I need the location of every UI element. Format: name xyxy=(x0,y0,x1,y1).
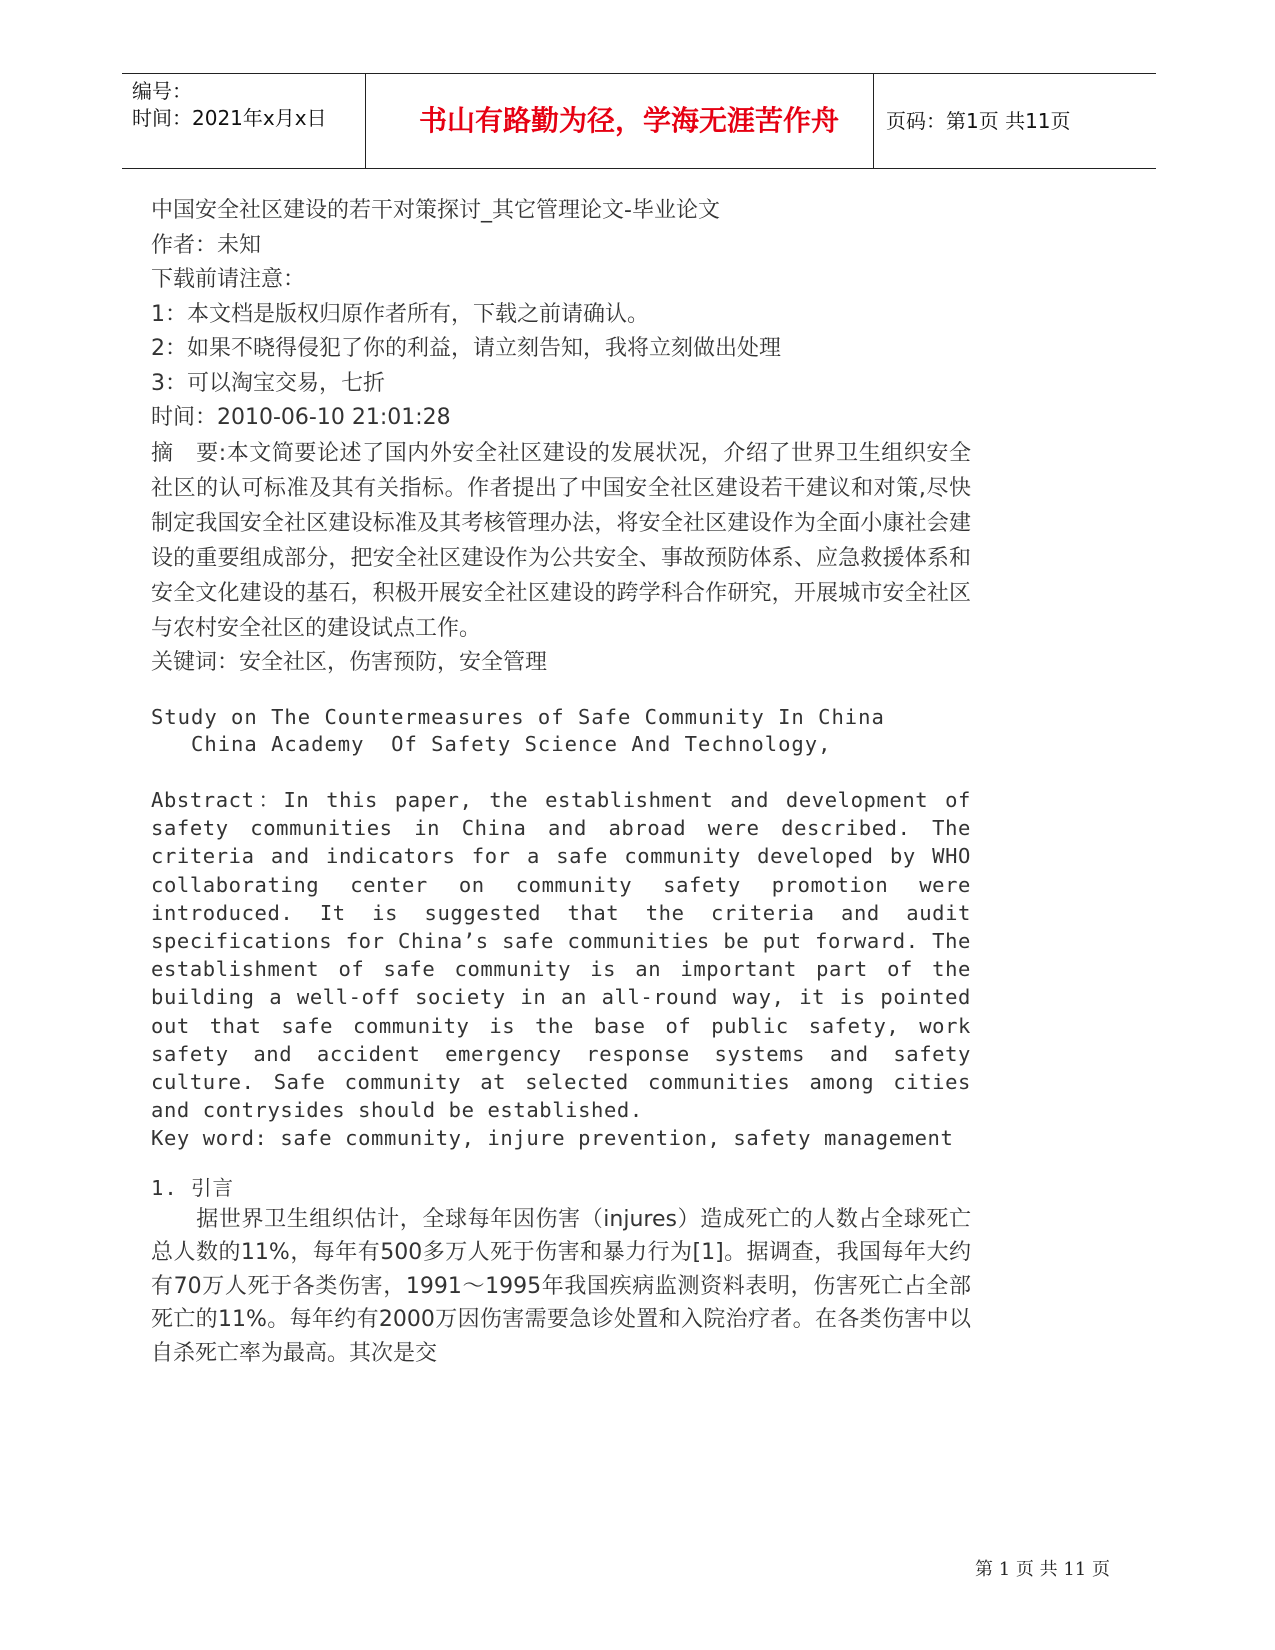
header-divider xyxy=(873,74,874,168)
intro-paragraph: 据世界卫生组织估计，全球每年因伤害（injures）造成死亡的人数占全球死亡总人数的11%，每年有500多万人死于伤害和暴力行为[1]。据调查，我国每年大约有70万人死于各类伤害，1991～1995年我国疾病监测资料表明，伤害死亡占全部死亡的11%。每年约有2000万因伤害需要急诊处置和入院治疗者。在各类伤害中以自杀死亡率为最高。其次是交 xyxy=(151,1206,971,1366)
document-body xyxy=(151,194,971,1370)
header-meta xyxy=(132,78,382,132)
keywords-cn: 关键词：安全社区，伤害预防，安全管理 xyxy=(151,649,548,675)
header-divider xyxy=(365,74,366,168)
section-heading: 1. 引言 xyxy=(151,1175,235,1200)
notice-title: 下载前请注意： xyxy=(151,267,306,292)
document-title: 中国安全社区建设的若干对策探讨_其它管理论文-毕业论文 xyxy=(151,198,720,223)
publish-time: 时间：2010-06-10 21:01:28 xyxy=(151,405,451,430)
notice-item: 1：本文档是版权归原作者所有，下载之前请确认。 xyxy=(151,301,649,327)
header-page-label: 页码：第1页 共11页 xyxy=(886,109,1071,133)
page-footer: 第 1 页 共 11 页 xyxy=(975,1559,1110,1580)
notice-item: 2：如果不晓得侵犯了你的利益，请立刻告知，我将立刻做出处理 xyxy=(151,336,781,361)
notice-item: 3：可以淘宝交易，七折 xyxy=(151,370,385,396)
english-title: Study on The Countermeasures of Safe Community In China xyxy=(151,705,885,729)
time-label: 时间：2021年x月x日 xyxy=(132,106,327,130)
abstract-en: Abstract：In this paper, the establishment and development of safety communities in China and abroad were described. The criteria and indicators for a safe community developed by WHO collaborating center on community safety promotion were introduced. It is suggested that the criteria and audit specifications for China’s safe communities be put forward. The establishment of safe community is an important part of the building a well-off society in an all-round way, it is pointed out that safe community is the base of public safety, work safety and accident emergency response systems and safety culture. Safe community at selected communities among cities and contrysides should be established. xyxy=(151,788,971,1123)
number-label: 编号： xyxy=(132,79,192,103)
keywords-en: Key word: safe community, injure prevention, safety management xyxy=(151,1126,954,1151)
english-affiliation: China Academy Of Safety Science And Technology, xyxy=(151,732,832,756)
header-slogan: 书山有路勤为径，学海无涯苦作舟 xyxy=(418,104,839,137)
document-header xyxy=(122,73,1156,169)
author-line: 作者：未知 xyxy=(151,232,262,258)
abstract-cn: 摘 要:本文简要论述了国内外安全社区建设的发展状况，介绍了世界卫生组织安全社区的认可标准及其有关指标。作者提出了中国安全社区建设若干建议和对策,尽快制定我国安全社区建设标准及其考核管理办法，将安全社区建设作为全面小康社会建设的重要组成部分，把安全社区建设作为公共安全、事故预防体系、应急救援体系和安全文化建设的基石，积极开展安全社区建设的跨学科合作研究，开展城市安全社区与农村安全社区的建设试点工作。 xyxy=(151,440,971,641)
